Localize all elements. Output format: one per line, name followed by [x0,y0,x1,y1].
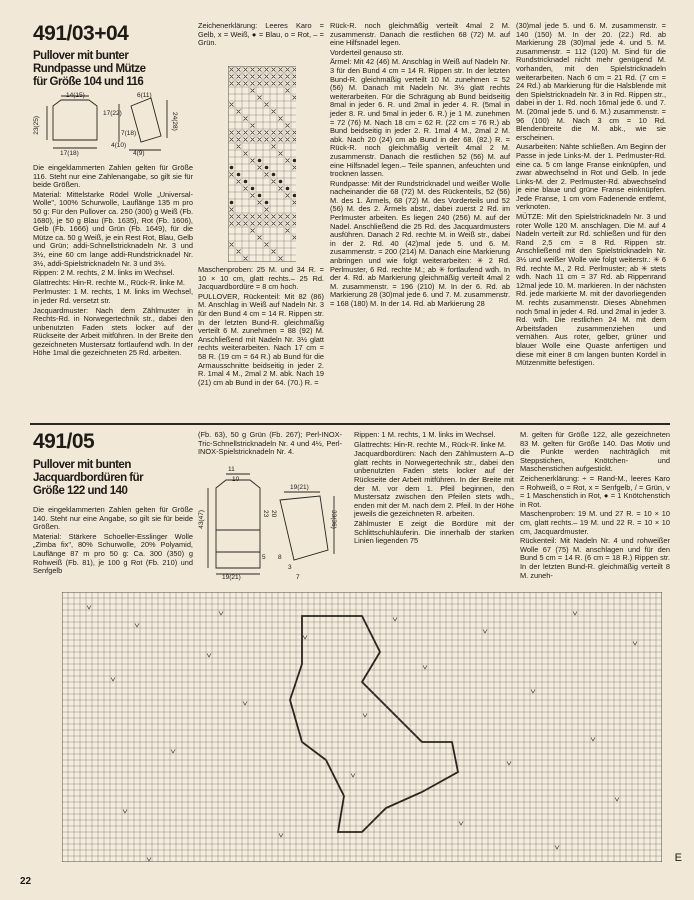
pattern-a-col1-p2: Material: Mittelstarke Rödel Wolle „Universal-Wolle", 100% Schurwolle, Lauflänge 135 m pro 50 g: Für den Pullover ca. 250 (300) g Weiß (Fb. 1680), je 50 g Blau (Fb. 1635), Rot (Fb. 1606), Gelb (Fb. 1666) und Grün (Fb. 1649), für die Mütze ca. 50 g Weiß, je ein Rest Rot, Blau, Gelb und Grün; addi-Schnellstricknadeln Nr. 3 und 3½, eine 60 cm lange addi-Rundstricknadel Nr. 3½, addi-Spielstricknadeln Nr. 3 und 3½. [33,189,193,268]
pattern-b-col3-p3: Jacquardbordüren: Nach den Zählmustern A–D glatt rechts in Norwegertechnik str., dabei den unbenutzten Faden stets locker auf der Rückseite der Arbeit mitführen. In der Breite mit der M. vor dem 1. Pfeil beginnen, den Mustersatz zwischen den Pfeilen stets wdh., enden mit der M. nach dem 2. Pfeil. In der Höhe jeweils die gezeichneten R. arbeiten. [354,449,514,519]
schem-b-label-2: 10 [232,476,240,483]
pattern-a-col2-p2: PULLOVER, Rückenteil: Mit 82 (86) M. Anschlag in Weiß auf Nadeln Nr. 3 für den Bund 4 cm = 14 R. Rippen str. In der letzten Bund-R. gleichmäßig verteilt 6 M. zunehmen = 88 (92) M. Anschließend mit Nadeln Nr. 3½ glatt rechts weiterarbeiten. Nach 17 cm = 58 R. (19 cm = 64 R.) ab Bund für die Armausschnitte beidseitig in jeder 2. R. 1mal 4 M., 2mal 2 M. abk. Nach 19 (21) cm ab Bund in der 64. (70.) R. = [198,291,324,387]
schem-b-label-11: 3 [288,564,292,571]
pattern-b-col3-p2: Glattrechts: Hin-R. rechte M., Rück-R. linke M. [354,439,506,449]
pattern-a-column-2-top [198,22,324,49]
schem-a-label-2: 6(11) [137,92,152,99]
schem-a-label-5: 17(18) [60,150,79,157]
pattern-a-col4-p1: (30)mal jede 5. und 6. M. zusammenstr. = 140 (150) M. In der 20. (22.) Rd. ab Markierung 28 (30)mal jede 4. und 5. M. zusammenstr. = 112 (120) M. Sind für die Rundstricknadel nicht mehr genügend M. vorhanden, mit den Spielstricknadeln weiterarbeiten. Nach 6 cm = 21 Rd. (7 cm = 24 Rd.) ab Markierung für die Halsblende mit den Spielstricknadeln Nr. 3 in Rd. Rippen str., dabei in der 1. Rd. noch 16mal jede 6. und 7. M. (20mal jede 5. und 6. M.) zusammenstr. = 96 (100) M. Nach 3 cm = 10 Rd. Blendenbreite die M. abk., wie sie erscheinen. [516,21,666,142]
pattern-b-title-line-3: Größe 122 und 140 [33,485,128,497]
pattern-b-col4-p3: Maschenproben: 19 M. und 27 R. = 10 × 10 cm, glatt rechts.– 19 M. und 22 R. = 10 × 10 cm, Jacquardmuster. [520,509,670,536]
pattern-b-title-line-2: Jacquardbordüren für [33,472,144,484]
schem-b-label-1: 11 [228,466,235,473]
pattern-a-title [33,50,193,89]
schem-b-label-12: 7 [296,574,300,581]
pattern-a-title-line-3: für Größe 104 und 116 [33,76,144,88]
pattern-b-col1-p1: Die eingeklammerten Zahlen gelten für Größe 140. Steht nur eine Angabe, so gilt sie für beide Größen. [33,505,193,532]
schem-b-label-8: 19(21) [222,574,241,581]
pattern-a-col1-p3: Rippen: 2 M. rechts, 2 M. links im Wechsel. [33,268,175,278]
pattern-a-column-1 [33,164,193,359]
pattern-b-title [33,459,193,498]
pattern-a-col3-p4: Rundpasse: Mit der Rundstricknadel und weißer Wolle nacheinander die 68 (72) M. des Rückenteils, 52 (56) M. des 1. Ärmels, 68 (72) M. des Vorderteils und 52 (56) M. des 2. Ärmels abstr., dabei zuerst 2 Rd. im Perlmuster arbeiten. Es liegen 240 (256) M. auf der Nadel. Anschließend die 25 Rd. des Jacquardmusters ausführen. Danach 2 Rd. rechte M. in Weiß str., dabei in der 2. Rd. 40 (42)mal jede 5. und 6. M. zusammenstr. = 200 (214) M. Danach eine Markierung anbringen und wie folgt weiterarbeiten: ✳ 2 Rd. Perlmuster, 6 Rd. rechte M.; ab ✳ fortlaufend wdh. In der 4. Rd. ab Markierung gleichmäßig verteilt 4mal 2 M. zusammenstr. = 196 (210) M. In der 6. Rd. ab Markierung 28 (30)mal jede 6. und 7. M. zusammenstr. = 168 (180) M. In der 14. Rd. ab Markierung 28 [330,178,510,308]
pattern-a-col3-p2: Vorderteil genauso str. [330,47,404,57]
schem-a-label-8: 7(18) [121,130,137,137]
pattern-a-jacquard-chart [228,66,296,262]
schem-a-label-6: 4(9) [133,150,145,157]
pattern-b-title-line-1: Pullover mit bunten [33,459,131,471]
page-number: 22 [20,876,32,887]
pattern-b-schematic-drawing [198,470,342,582]
skater-border-chart [62,592,662,862]
schem-b-label-9: 33(36) [330,510,337,529]
pattern-b-col4-p2: Zeichenerklärung: ÷ = Rand-M., leeres Karo = Rohweiß, o = Rot, x = Senfgelb, / = Grün, v = 1 Maschenstich in Rot, ● = 1 Knötchenstich in Rot. [520,473,670,509]
pattern-a-legend: Zeichenerklärung: Leeres Karo = Gelb, x = Weiß, ● = Blau, o = Rot, – = Grün. [198,21,324,48]
pattern-a-col4-p2: Ausarbeiten: Nähte schließen. Am Beginn der Passe in jede Links-M. der 1. Perlmuster-Rd. eine ca. 5 cm lange Franse einknüpfen, und zwar abwechselnd in Rot und Gelb. In jede Links-M. der 2. Perlmuster-Rd. abwechselnd je eine blaue und grüne Franse einknüpfen. Jede Franse, 1 cm vom Fadenende entfernt, verknoten. [516,142,666,212]
schem-a-label-7: 24(28) [171,112,178,131]
pattern-b-col2-p1: (Fb. 63), 50 g Grün (Fb. 267); Perl-INOX-Tric-Schnellstricknadeln Nr. 4 und 4½, Perl-INOX-Spielstricknadeln Nr. 4. [198,430,342,457]
schem-a-label-1: 14(15) [66,92,85,99]
pattern-b-column-1 [33,506,193,577]
schem-b-label-6: 20 [270,510,277,518]
schem-a-label-9: 4(10) [111,142,127,149]
pattern-b-col4-p1: M. gelten für Größe 122, alle gezeichneten 83 M. gelten für Größe 140. Das Motiv und die Punkte werden nachträglich mit Steppstichen, Knötchen- und Maschenstichen aufgestickt. [520,430,670,474]
pattern-a-title-line-1: Pullover mit bunter [33,50,129,62]
schem-b-label-5: 23 [262,510,269,518]
pattern-a-col1-p1: Die eingeklammerten Zahlen gelten für Größe 116. Steht nur eine Zahlenangabe, so gilt sie für beide Größen. [33,163,193,190]
pattern-b-col4-p4: Rückenteil: Mit Nadeln Nr. 4 und rohweißer Wolle 67 (75) M. anschlagen und für den Bund 5 cm = 14 R. (6 cm = 18 R.) Rippen str. In der letzten Bund-R. gleichmäßig verteilt 8 M. zuneh- [520,536,670,580]
pattern-b-col3-p1: Rippen: 1 M. rechts, 1 M. links im Wechsel. [354,430,496,439]
pattern-b-column-2 [198,431,342,458]
schem-b-label-10: 8 [278,554,282,561]
pattern-a-column-3 [330,22,510,310]
pattern-b-col1-p2: Material: Stärkere Schoeller-Esslinger Wolle „Zimba fix", 80% Schurwolle, 20% Polyamid, Lauflänge 87 m pro 50 g: Ca. 300 (350) g Rohweiß (Fb. 81), je 100 g Rot (Fb. 210) und Senfgelb [33,531,193,576]
schem-b-label-4: 43(47) [198,510,205,529]
pattern-b-column-4 [520,431,670,581]
schem-a-label-3: 17(22) [103,110,122,117]
pattern-a-title-line-2: Rundpasse und Mütze [33,63,146,75]
schem-b-label-7: 5 [262,554,266,561]
pattern-a-schematic-drawing [33,94,193,160]
schem-a-label-4: 23(25) [33,116,40,135]
pattern-b-schematic [198,466,342,582]
pattern-a-number: 491/03+04 [33,22,129,45]
schem-b-label-3: 19(21) [290,484,309,491]
pattern-b-column-3 [354,431,514,547]
section-divider [30,423,670,425]
pattern-a-col1-p6: Jacquardmuster: Nach dem Zählmuster in Rechts-Rd. in Norwegertechnik str., dabei den unbenutzten Faden stets locker auf der Rückseite der Arbeit mitführen. In der Breite den gezeichneten Mustersatz fortlaufend wdh. In der Höhe 1mal die gezeichneten 25 Rd. arbeiten. [33,305,193,358]
pattern-a-col2-p1: Maschenproben: 25 M. und 34 R. = 10 × 10 cm, glatt rechts.– 25 Rd. Jacquardbordüre = 8 cm hoch. [198,265,324,292]
pattern-a-col1-p5: Perlmuster: 1 M. rechts, 1 M. links im Wechsel, in jeder Rd. versetzt str. [33,287,193,305]
chart-e-letter: E [674,852,682,864]
pattern-a-schematic [33,94,193,160]
pattern-a-col3-p3: Ärmel: Mit 42 (46) M. Anschlag in Weiß auf Nadeln Nr. 3 für den Bund 4 cm = 14 R. Rippen str. In der letzten Bund-R. gleichmäßig verteilt 10 M. zunehmen = 52 (56) M. Danach mit Nadeln Nr. 3½ glatt rechts weiterarbeiten. Für die Schrägung ab Bund beidseitig 8mal in jeder 6. R. und 2mal in jeder 4. R. (5mal in jeder 8. R. und 5mal in jeder 6. R.) je 1 M. zunehmen = 72 (76) M. Nach 18 cm = 62 R. (22 cm = 76 R.) ab Bund beidseitig in jeder 2. R. 1mal 4 M., 2mal 2 M. abk. Nach 20 (24) cm ab Bund in der 68. (82.) R. = Rück-R. noch gleichmäßig verteilt 4mal 2 M. zusammenstr. Danach die restlichen 52 (56) M. auf eine Hilfsnadel legen.– Teile spannen, anfeuchten und trocknen lassen. [330,57,510,179]
pattern-a-col1-p4: Glattrechts: Hin-R. rechte M., Rück-R. linke M. [33,277,185,287]
pattern-b-number: 491/05 [33,430,95,453]
pattern-a-column-2-bottom [198,266,324,388]
pattern-a-col4-p3: MÜTZE: Mit den Spielstricknadeln Nr. 3 und roter Wolle 120 M. anschlagen. Die M. auf 4 Nadeln verteilt zur Rd. schließen und für den Rand 2,5 cm = 8 Rd. Rippen str. Anschließend mit den Spielstricknadeln Nr. 3½ und weißer Wolle wie folgt weiterstr.: ✳ 6 Rd. rechte M., 2 Rd. Perlmuster; ab ✳ stets wdh. Nach 11 cm = 37 Rd. ab Rippenrand 12mal jede 10. M. markieren. In der nächsten Rd. jede markierte M. mit der davorliegenden M. rechts zusammenstr. Dieses Abnehmen noch 5mal in jeder 4. Rd. und 2mal in jeder 3. Rd. wdh. Die restlichen 24 M. mit dem Arbeitsfaden zusammenziehen und vernähen. Aus roter, gelber, grüner und blauer Wolle eine Quaste anfertigen und diese mit einer 8 cm langen bunten Kordel in Mützenmitte befestigen. [516,212,666,368]
pattern-a-col3-p1: Rück-R. noch gleichmäßig verteilt 4mal 2 M. zusammenstr. Danach die restlichen 68 (72) M. auf eine Hilfsnadel legen. [330,21,510,48]
pattern-a-column-4 [516,22,666,369]
pattern-b-col3-p4: Zählmuster E zeigt die Bordüre mit der Schlittschuhläuferin. Die innerhalb der starken Linien liegenden 75 [354,518,514,546]
